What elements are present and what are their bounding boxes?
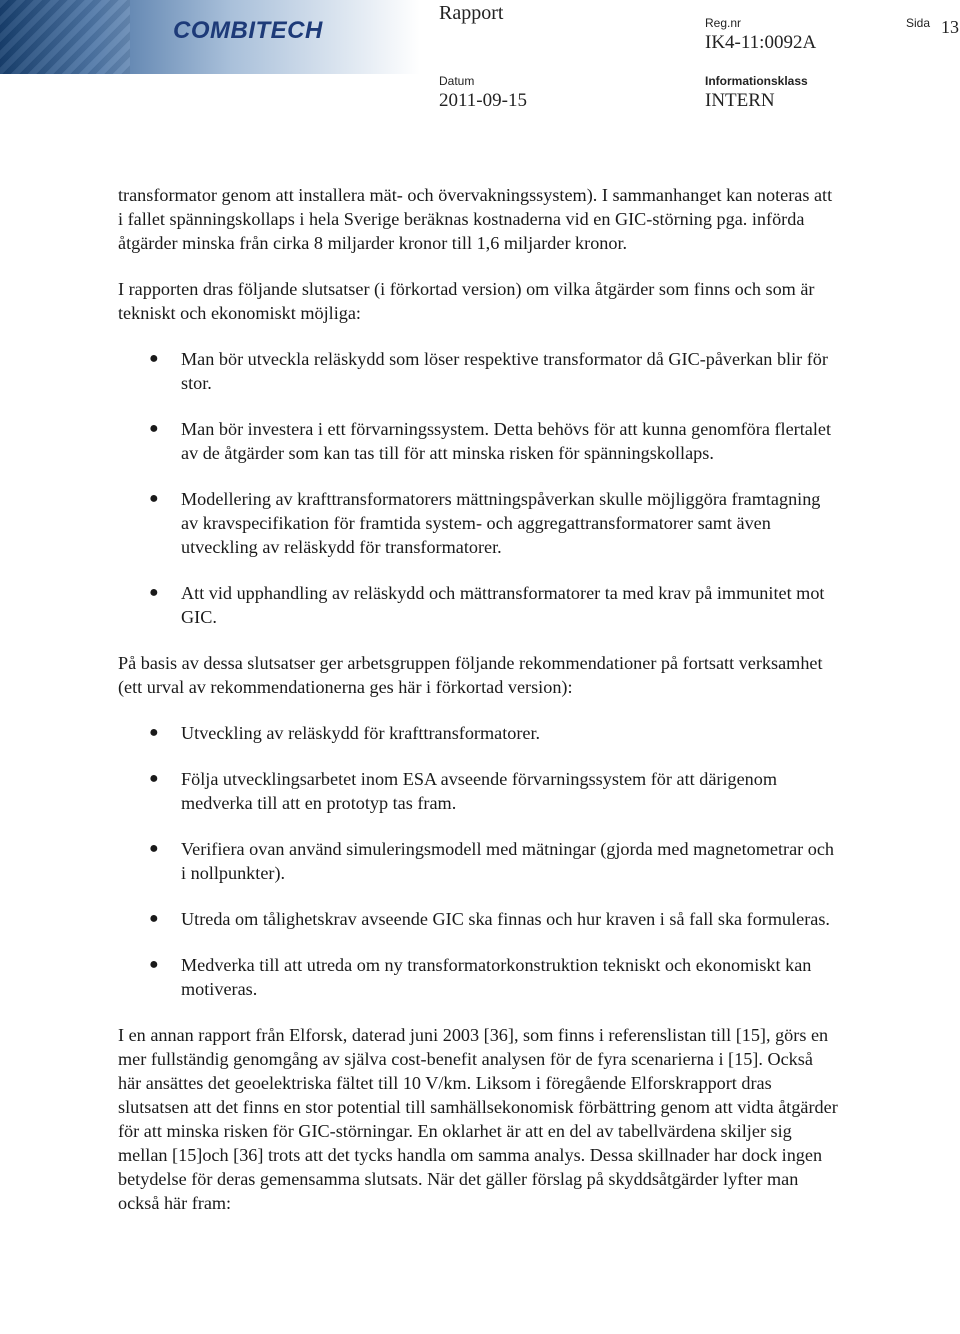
- list-item-text: Man bör investera i ett förvarningssystem. Detta behövs för att kunna genomföra flertalet av de åtgärder som kan tas till för att minska risken för spänningskollaps.: [181, 419, 831, 463]
- list-item: [118, 487, 838, 559]
- paragraph: transformator genom att installera mät- och övervakningssystem). I sammanhanget kan noteras att i fallet spänningskollaps i hela Sverige beräknas kostnaderna vid en GIC-störning pga. införda åtgärder minska från cirka 8 miljarder kronor till 1,6 miljarder kronor.: [118, 185, 833, 253]
- date-value: 2011-09-15: [439, 90, 527, 111]
- list-item-text: Medverka till att utreda om ny transformatorkonstruktion tekniskt och ekonomiskt kan motiveras.: [181, 955, 812, 999]
- list-item-text: Utveckling av reläskydd för krafttransformatorer.: [181, 723, 541, 743]
- list-item: [118, 417, 838, 465]
- page-number: 13: [941, 17, 959, 37]
- list-item: [118, 837, 838, 885]
- list-item-text: Man bör utveckla reläskydd som löser respektive transformator då GIC-påverkan blir för stor.: [181, 349, 828, 393]
- paragraph: I rapporten dras följande slutsatser (i förkortad version) om vilka åtgärder som finns och som är tekniskt och ekonomiskt möjliga:: [118, 279, 815, 323]
- page-header: [0, 0, 960, 130]
- classification-value: INTERN: [705, 90, 775, 111]
- list-item-text: Att vid upphandling av reläskydd och mättransformatorer ta med krav på immunitet mot GIC.: [181, 583, 825, 627]
- paragraph: I en annan rapport från Elforsk, daterad juni 2003 [36], som finns i referenslistan till [15], görs en mer fullständig genomgång av själva cost-benefit analysen för de fyra scenarierna i [15]. Också här ansättes det geoelektriska fältet till 10 V/km. Liksom i föregående Elforskrapport dras slutsatsen att det finns en stor potential till samhällsekonomisk förbättring genom att vidta åtgärder för att minska risken för GIC-störningar. En oklarhet är att en del av tabellvärdena skiljer sig mellan [15]och [36] trots att det tycks handla om samma analys. Dessa skillnader har dock ingen betydelse för deras gemensamma slutsats. När det gäller förslag på skyddsåtgärder lyfter man också här fram:: [118, 1025, 838, 1213]
- bullet-icon: ●: [149, 910, 159, 927]
- list-item: [118, 907, 838, 931]
- list-item: [118, 347, 838, 395]
- date-label: Datum: [439, 74, 475, 88]
- list-item-text: Följa utvecklingsarbetet inom ESA avseende förvarningssystem för att därigenom medverka till att en prototyp tas fram.: [181, 769, 778, 813]
- bullet-icon: ●: [149, 724, 159, 741]
- conclusions-list: [118, 347, 838, 629]
- list-item: [118, 581, 838, 629]
- paragraph: På basis av dessa slutsatser ger arbetsgruppen följande rekommendationer på fortsatt verksamhet (ett urval av rekommendationerna ges här i förkortad version):: [118, 653, 823, 697]
- list-item: [118, 721, 838, 745]
- list-item-text: Utreda om tålighetskrav avseende GIC ska finnas och hur kraven i så fall ska formuleras.: [181, 909, 830, 929]
- bullet-icon: ●: [149, 956, 159, 973]
- bullet-icon: ●: [149, 350, 159, 367]
- company-logo: COMBITECH: [173, 17, 323, 44]
- recommendations-list: [118, 721, 838, 1001]
- list-item: [118, 953, 838, 1001]
- list-item-text: Modellering av krafttransformatorers mättningspåverkan skulle möjliggöra framtagning av kravspecifikation för framtida system- och aggregattransformatorer samt även utveckling av reläskydd för transformatorer.: [181, 489, 821, 557]
- list-item: [118, 767, 838, 815]
- bullet-icon: ●: [149, 770, 159, 787]
- bullet-icon: ●: [149, 840, 159, 857]
- page-label: Sida: [906, 16, 931, 30]
- regnr-value: IK4-11:0092A: [705, 32, 817, 53]
- bullet-icon: ●: [149, 584, 159, 601]
- list-item-text: Verifiera ovan använd simuleringsmodell med mätningar (gjorda med magnetometrar och i nollpunkter).: [181, 839, 835, 883]
- document-body: [118, 183, 838, 1237]
- document-type: Rapport: [439, 2, 504, 24]
- bullet-icon: ●: [149, 490, 159, 507]
- regnr-label: Reg.nr: [705, 16, 742, 30]
- classification-label: Informationsklass: [705, 74, 808, 88]
- bullet-icon: ●: [149, 420, 159, 437]
